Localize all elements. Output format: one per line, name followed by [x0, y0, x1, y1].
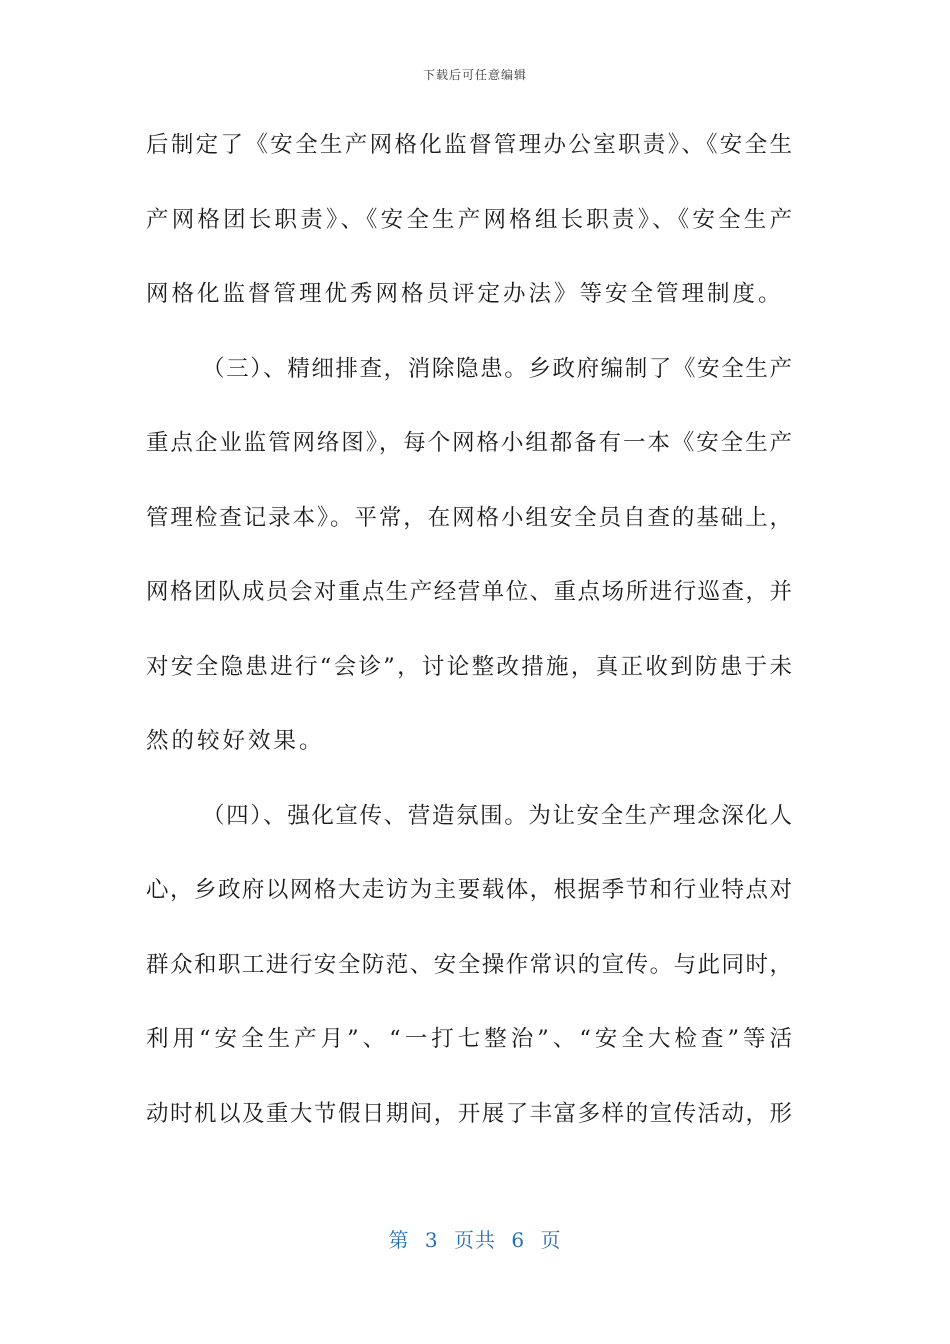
paragraph-3-line-3: 群众和职工进行安全防范、安全操作常识的宣传。与此同时，: [146, 951, 792, 978]
paragraph-1-line-2: 产网格团长职责》、《安全生产网格组长职责》、《安全生产: [146, 206, 792, 233]
paragraph-1-line-1: 后制定了《安全生产网格化监督管理办公室职责》、《安全生: [146, 132, 792, 158]
paragraph-2-line-6: 然的较好效果。: [146, 728, 325, 754]
document-body: [146, 108, 792, 1151]
paragraph-2-line-5: 对安全隐患进行“会诊”，讨论整改措施，真正收到防患于未: [146, 653, 792, 680]
footer-prefix: 第: [388, 1228, 410, 1252]
page-header: 下载后可任意编辑: [422, 68, 527, 82]
page-footer: [0, 1224, 950, 1253]
paragraph-3-line-4: 利用“安全生产月”、“一打七整治”、“安全大检查”等活: [146, 1026, 792, 1052]
footer-suffix: 页: [540, 1228, 562, 1252]
paragraph-3-line-1: （四）、强化宣传、营造氛围。为让安全生产理念深化人: [202, 802, 792, 829]
footer-middle: 页共: [454, 1228, 496, 1252]
paragraph-2-line-1: （三）、精细排查，消除隐患。乡政府编制了《安全生产: [202, 355, 792, 382]
paragraph-2-line-4: 网格团队成员会对重点生产经营单位、重点场所进行巡查，并: [146, 579, 792, 605]
footer-current-page: 3: [424, 1228, 439, 1252]
paragraph-2-line-2: 重点企业监管网络图》，每个网格小组都备有一本《安全生产: [146, 430, 792, 456]
paragraph-3-line-5: 动时机以及重大节假日期间，开展了丰富多样的宣传活动，形: [146, 1100, 792, 1127]
paragraph-1-line-3: 网格化监督管理优秀网格员评定办法》等安全管理制度。: [146, 281, 784, 307]
footer-total-pages: 6: [511, 1228, 526, 1252]
paragraph-3-line-2: 心，乡政府以网格大走访为主要载体，根据季节和行业特点对: [146, 877, 792, 903]
paragraph-2-line-3: 管理检查记录本》。平常，在网格小组安全员自查的基础上，: [146, 504, 792, 531]
